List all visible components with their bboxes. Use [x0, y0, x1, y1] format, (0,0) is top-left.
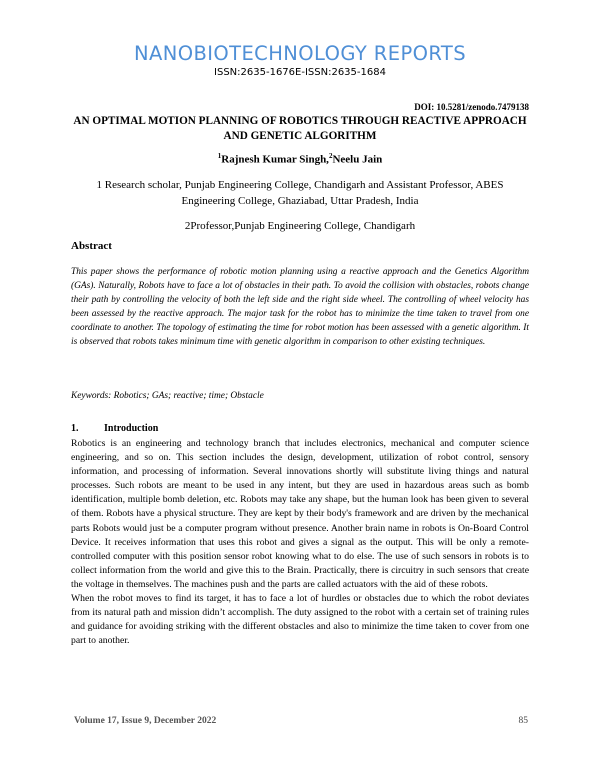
author1-name: Rajnesh Kumar Singh, — [221, 153, 329, 166]
keywords-line: Keywords: Robotics; GAs; reactive; time; Obstacle — [71, 391, 264, 401]
doi-line: DOI: 10.5281/zenodo.7479138 — [414, 102, 529, 112]
author1-superscript: 1 — [217, 152, 222, 160]
authors-line — [0, 152, 600, 166]
author2-name: Neelu Jain — [332, 153, 383, 166]
section-heading — [71, 423, 371, 434]
affiliation-2: 2Professor,Punjab Engineering College, Chandigarh — [184, 220, 416, 232]
issn-line: ISSN:2635-1676E-ISSN:2635-1684 — [214, 67, 386, 78]
author2-superscript: 2 — [328, 152, 333, 160]
section-body — [71, 437, 529, 648]
body-paragraph-1: Robotics is an engineering and technology branch that includes electronics, mechanical and computer science engineering, and so on. This section includes the design, development, utilization of robot control, sensory information, and processing of information. Several innovations shortly will substitute living things and natural processes. Such robots are meant to be used in any intent, but they are used in hazardous areas such as bomb identification, multiple bomb deletion, etc. Robots may take any shape, but the human look has been given to several of them. Robots have a physical structure. They are kept by their body's framework and are driven by the mechanical parts Robots would just be a computer program without presence. Another brain name in robots is On-Board Control Device. It receives information that uses this robot and gives a signal as the output. This will be only a remote-controlled computer with this position sensor robot knowing what to do else. The use of such sensors in robots is to collect information from the world and give this to the Brain. Practically, there is circuitry in such sensors that create the voltage in themselves. The machines push and the parts are called actuators with the aid of these robots. — [71, 438, 529, 590]
journal-title: NANOBIOTECHNOLOGY REPORTS — [134, 42, 466, 65]
section-title: Introduction — [104, 423, 159, 434]
paper-title: AN OPTIMAL MOTION PLANNING OF ROBOTICS THROUGH REACTIVE APPROACH AND GENETIC ALGORITHM — [73, 115, 527, 142]
abstract-heading: Abstract — [71, 240, 112, 252]
affiliation-1: 1 Research scholar, Punjab Engineering College, Chandigarh and Assistant Professor, ABES Engineering College, Ghaziabad, Uttar Pradesh, India — [96, 179, 504, 207]
abstract-text: This paper shows the performance of robotic motion planning using a reactive approach and the Genetics Algorithm (GAs). Naturally, Robots have to face a lot of obstacles in their path. To avoid the collision with obstacles, robots change their path by controlling the velocity of both the left side and the right side wheel. The controlling of wheel velocity has been assessed by the reactive approach. The major task for the robot has to minimize the time taken to travel from one coordinate to another. The topology of estimating the time for robot motion has been assessed with a genetic algorithm. It is observed that robots takes minimum time with genetic algorithm in comparison to other existing techniques. — [71, 267, 529, 347]
section-number: 1. — [71, 423, 79, 434]
footer-page-number: 85 — [518, 716, 528, 726]
body-paragraph-2: When the robot moves to find its target, it has to face a lot of hurdles or obstacles due to which the robot deviates from its natural path and mission didn’t accomplish. The duty assigned to the robot with a certain set of training rules and guidance for avoiding striking with the different obstacles and also to minimize the time taken to cover from one part to another. — [71, 593, 529, 647]
footer-volume: Volume 17, Issue 9, December 2022 — [74, 716, 217, 726]
